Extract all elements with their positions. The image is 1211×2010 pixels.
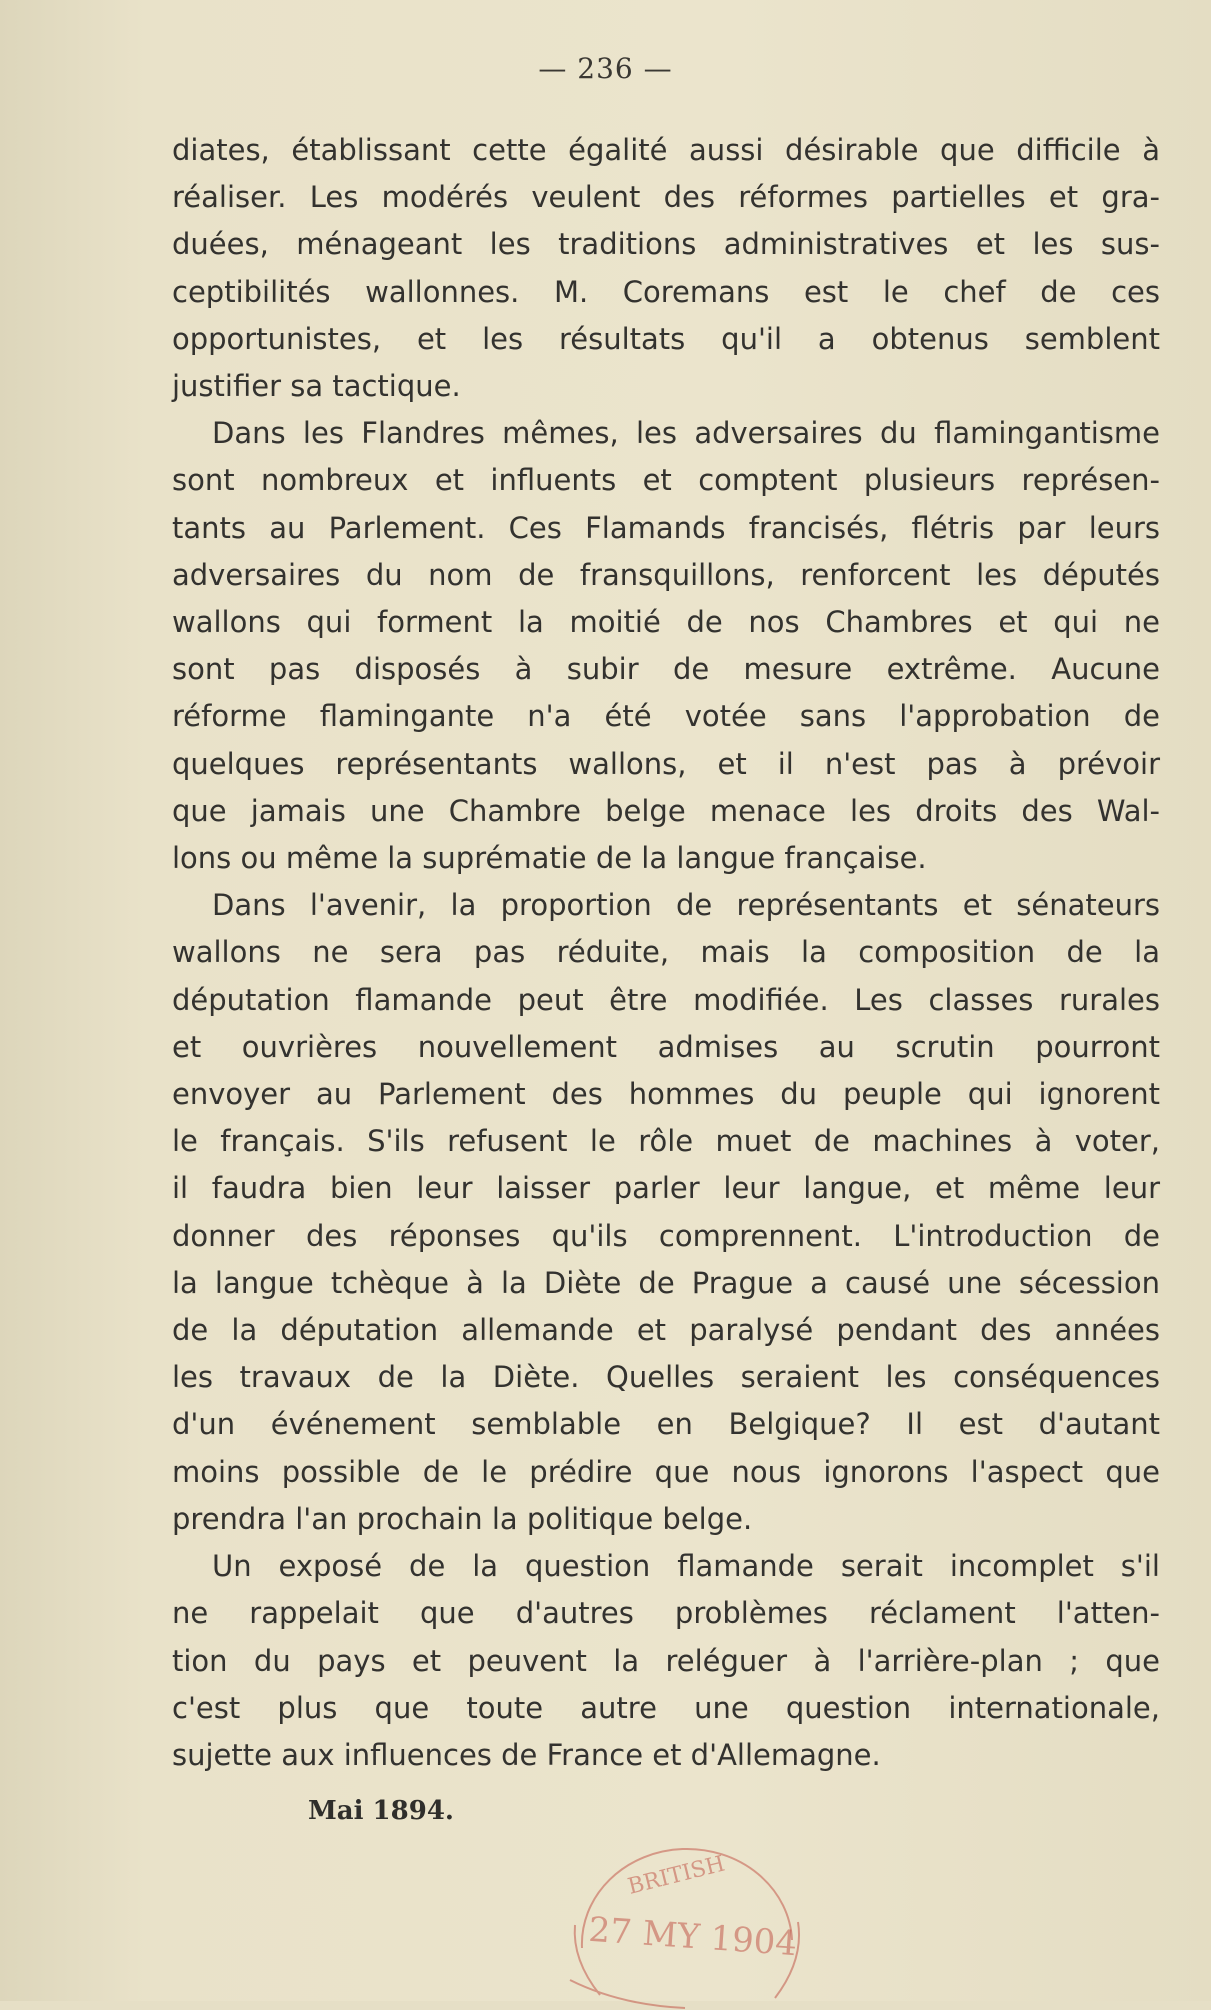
text-line: sont nombreux et influents et comptent plusieurs représen-: [172, 463, 1160, 498]
page-number: — 236 —: [538, 52, 673, 85]
text-line: réaliser. Les modérés veulent des réformes partielles et gra-: [172, 180, 1160, 215]
text-line: le français. S'ils refusent le rôle muet de machines à voter,: [172, 1124, 1160, 1159]
text-line: Dans les Flandres mêmes, les adversaires du flamingantisme: [212, 416, 1160, 451]
text-line: sont pas disposés à subir de mesure extrême. Aucune: [172, 652, 1160, 687]
text-line: les travaux de la Diète. Quelles seraient les conséquences: [172, 1360, 1160, 1395]
body-text: [172, 127, 1160, 1779]
text-line: sujette aux influences de France et d'Allemagne.: [172, 1737, 881, 1772]
text-line: la langue tchèque à la Diète de Prague a causé une sécession: [172, 1265, 1160, 1300]
text-line: prendra l'an prochain la politique belge.: [172, 1501, 753, 1536]
text-line: justifier sa tactique.: [172, 369, 461, 404]
text-line: diates, établissant cette égalité aussi désirable que difficile à: [172, 133, 1160, 167]
text-line: envoyer au Parlement des hommes du peuple qui ignorent: [172, 1077, 1160, 1112]
text-line: députation flamande peut être modifiée. Les classes rurales: [172, 982, 1160, 1017]
text-line: wallons ne sera pas réduite, mais la composition de la: [172, 935, 1160, 970]
text-line: tants au Parlement. Ces Flamands francisés, flétris par leurs: [172, 510, 1160, 545]
text-line: réforme flamingante n'a été votée sans l'approbation de: [172, 699, 1160, 734]
text-line: adversaires du nom de fransquillons, renforcent les députés: [172, 557, 1160, 592]
text-line: il faudra bien leur laisser parler leur langue, et même leur: [172, 1171, 1160, 1206]
text-line: opportunistes, et les résultats qu'il a obtenus semblent: [172, 321, 1160, 356]
text-line: quelques représentants wallons, et il n'est pas à prévoir: [172, 746, 1160, 781]
stamp-top-text: BRITISH: [625, 1851, 728, 1900]
text-line: wallons qui forment la moitié de nos Chambres et qui ne: [172, 605, 1160, 640]
text-line: duées, ménageant les traditions administratives et les sus-: [172, 227, 1160, 262]
text-line: ceptibilités wallonnes. M. Coremans est le chef de ces: [172, 274, 1160, 309]
text-line: lons ou même la suprématie de la langue française.: [172, 841, 927, 876]
text-line: tion du pays et peuvent la reléguer à l'arrière-plan ; que: [172, 1643, 1160, 1678]
stamp-outline-bottom: [570, 1980, 685, 2008]
text-line: ne rappelait que d'autres problèmes réclament l'atten-: [172, 1596, 1160, 1631]
stamp-date-text: 27 MY 1904: [587, 1909, 799, 1965]
text-line: que jamais une Chambre belge menace les droits des Wal-: [172, 793, 1160, 828]
signature-date: Mai 1894.: [308, 1796, 454, 1826]
text-line: moins possible de le prédire que nous ignorons l'aspect que: [172, 1454, 1160, 1489]
text-line: Un exposé de la question flamande serait incomplet s'il: [212, 1549, 1160, 1584]
text-line: et ouvrières nouvellement admises au scrutin pourront: [172, 1029, 1160, 1064]
text-line: de la députation allemande et paralysé pendant des années: [172, 1313, 1160, 1348]
text-line: c'est plus que toute autre une question internationale,: [172, 1690, 1160, 1725]
text-line: Dans l'avenir, la proportion de représentants et sénateurs: [212, 888, 1160, 923]
text-line: d'un événement semblable en Belgique? Il est d'autant: [172, 1407, 1160, 1442]
library-stamp: [560, 1830, 810, 2010]
text-line: donner des réponses qu'ils comprennent. L'introduction de: [172, 1218, 1160, 1253]
